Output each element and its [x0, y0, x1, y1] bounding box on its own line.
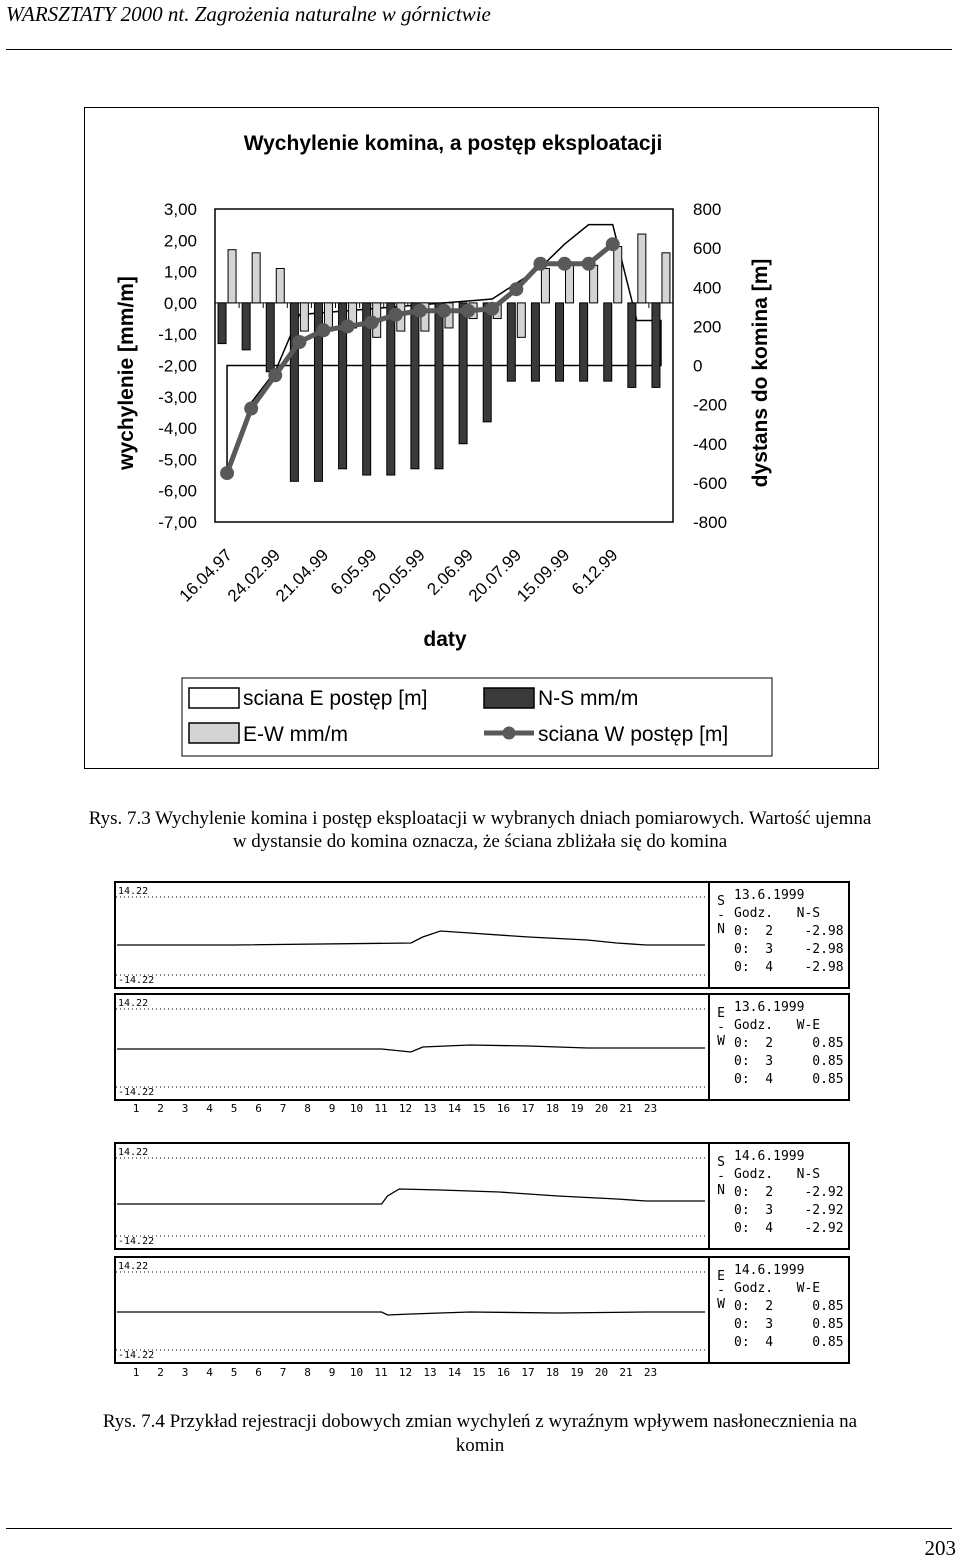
bar-ns — [435, 303, 443, 469]
recording-table-row: 0: 3 -2.92 — [734, 1203, 844, 1218]
recording-date: 13.6.1999 — [734, 888, 805, 903]
point-sciana-w — [341, 319, 355, 333]
hour-tick-label: 13 — [423, 1102, 437, 1115]
caption-fig-7-3-line-1: Rys. 7.3 Wychylenie komina i postęp eksploatacji w wybranych dniach pomiarowych. Wartość ujemna — [88, 808, 872, 829]
figure-7-3-chart — [84, 107, 879, 769]
legend-swatch-sciana-e — [189, 688, 239, 708]
scale-top-label: 14.22 — [118, 886, 149, 897]
bar-ew — [517, 303, 525, 337]
bar-ns — [483, 303, 491, 422]
recording-trace-plot — [116, 1258, 706, 1362]
hour-axis-day-2 — [114, 1366, 699, 1382]
hour-tick-label: 5 — [230, 1366, 238, 1379]
hour-tick-label: 2 — [157, 1366, 164, 1379]
point-sciana-w — [268, 368, 282, 382]
point-sciana-w — [461, 304, 475, 318]
y-tick-left: -3,00 — [158, 387, 197, 407]
bar-ns — [387, 303, 395, 475]
legend-swatch-ns — [484, 688, 534, 708]
scale-top-label: 14.22 — [118, 1147, 149, 1158]
point-sciana-w — [582, 257, 596, 271]
recording-axis-label: S - N — [717, 894, 725, 937]
hour-tick-label: 21 — [619, 1102, 633, 1115]
hour-tick-label: 19 — [570, 1102, 584, 1115]
hour-tick-label: 6 — [255, 1366, 262, 1379]
point-sciana-w — [316, 323, 330, 337]
y-tick-left: -2,00 — [158, 356, 197, 376]
y-axis-label-left: wychylenie [mm/m] — [115, 276, 138, 470]
point-sciana-w — [292, 335, 306, 349]
bar-ns — [556, 303, 564, 381]
y-tick-right: -200 — [693, 395, 728, 415]
scale-bottom-label: -14.22 — [118, 975, 155, 986]
recording-table-row: 0: 4 0.85 — [734, 1072, 844, 1087]
x-tick-label: 20.05.99 — [368, 545, 429, 606]
recording-axis-label: S - N — [717, 1155, 725, 1198]
y-axis-label-right: dystans do komina [m] — [749, 258, 772, 488]
bar-ew — [276, 268, 284, 302]
legend-label-sciana-e: sciana E postęp [m] — [243, 687, 428, 710]
hour-tick-label: 13 — [423, 1366, 437, 1379]
bar-ns — [290, 303, 298, 481]
y-tick-left: 2,00 — [163, 231, 197, 251]
y-tick-left: -1,00 — [158, 325, 197, 345]
y-tick-right: -400 — [693, 434, 728, 454]
y-tick-right: 400 — [693, 278, 722, 298]
legend-swatch-ew — [189, 723, 239, 743]
recording-trace — [117, 1312, 705, 1315]
recording-panel-4 — [114, 1256, 850, 1364]
y-tick-left: 1,00 — [163, 262, 197, 282]
recording-trace-plot — [116, 1144, 706, 1248]
bar-ew — [566, 265, 574, 303]
hour-tick-label: 20 — [594, 1366, 609, 1379]
chart-title: Wychylenie komina, a postęp eksploatacji — [243, 132, 663, 155]
recording-date: 14.6.1999 — [734, 1149, 805, 1164]
recording-axis-label: E - W — [717, 1269, 725, 1312]
hour-tick-label: 9 — [328, 1102, 336, 1115]
hour-tick-label: 17 — [521, 1102, 535, 1115]
hour-tick-label: 5 — [230, 1102, 238, 1115]
y-tick-right: 0 — [693, 356, 703, 376]
y-tick-left: 3,00 — [163, 200, 197, 219]
bar-ns — [531, 303, 539, 381]
bar-ns — [604, 303, 612, 381]
point-sciana-w — [533, 257, 547, 271]
y-tick-left: -4,00 — [158, 419, 197, 439]
recording-table-header: Godz. W-E — [734, 1281, 821, 1296]
scale-top-label: 14.22 — [118, 1261, 149, 1272]
recording-table-row: 0: 4 -2.92 — [734, 1221, 844, 1236]
point-sciana-w — [244, 402, 258, 416]
point-sciana-w — [389, 308, 403, 322]
scale-bottom-label: -14.22 — [118, 1350, 155, 1361]
recording-trace — [117, 1045, 705, 1052]
y-tick-right: -800 — [693, 513, 728, 532]
hour-tick-label: 12 — [398, 1366, 413, 1379]
recording-trace-plot — [116, 995, 706, 1099]
recording-trace — [117, 931, 705, 945]
caption-fig-7-3-line-2: w dystansie do komina oznacza, że ściana zbliżała się do komina — [232, 831, 728, 852]
hour-tick-label: 17 — [521, 1366, 535, 1379]
hour-tick-label: 16 — [496, 1366, 511, 1379]
hour-tick-label: 18 — [545, 1366, 560, 1379]
point-sciana-w — [220, 466, 234, 480]
recording-trace-plot — [116, 883, 706, 987]
header-rule — [6, 49, 952, 50]
recording-info — [708, 1144, 850, 1248]
y-tick-right: 200 — [693, 317, 722, 337]
x-tick-label: 24.02.99 — [223, 545, 285, 606]
point-sciana-w — [485, 302, 499, 316]
y-tick-left: -6,00 — [158, 481, 197, 501]
y-tick-left: 0,00 — [163, 293, 197, 313]
recording-info — [708, 995, 850, 1099]
caption-fig-7-4-line-1: Rys. 7.4 Przykład rejestracji dobowych zmian wychyleń z wyraźnym wpływem nasłonecznienia na — [102, 1411, 858, 1432]
running-header: WARSZTATY 2000 nt. Zagrożenia naturalne w górnictwie — [6, 2, 491, 26]
hour-tick-label: 6 — [255, 1102, 262, 1115]
hour-tick-label: 9 — [328, 1366, 336, 1379]
recording-panel-3 — [114, 1142, 850, 1250]
chart-canvas — [85, 108, 878, 768]
bar-ew — [300, 303, 308, 331]
recording-table-row: 0: 3 0.85 — [734, 1054, 844, 1069]
recording-date: 14.6.1999 — [734, 1263, 805, 1278]
caption-fig-7-4-line-2: komin — [455, 1435, 505, 1456]
bar-ew — [614, 247, 622, 303]
legend-label-ew: E-W mm/m — [243, 723, 348, 746]
recording-trace — [117, 1189, 705, 1204]
recording-table-row: 0: 3 0.85 — [734, 1317, 844, 1332]
hour-tick-label: 18 — [545, 1102, 560, 1115]
scale-bottom-label: -14.22 — [118, 1236, 155, 1247]
point-sciana-w — [413, 304, 427, 318]
recording-panel-1 — [114, 881, 850, 989]
bar-ew — [590, 265, 598, 303]
hour-tick-label: 14 — [447, 1102, 462, 1115]
hour-tick-label: 1 — [132, 1102, 140, 1115]
hour-tick-label: 4 — [206, 1366, 213, 1379]
hour-tick-label: 19 — [570, 1366, 584, 1379]
hour-tick-label: 14 — [447, 1366, 462, 1379]
recording-table-header: Godz. N-S — [734, 906, 821, 921]
recording-table-row: 0: 2 -2.98 — [734, 924, 844, 939]
recording-axis-label: E - W — [717, 1006, 725, 1049]
scale-bottom-label: -14.22 — [118, 1087, 155, 1098]
x-tick-label: 20.07.99 — [464, 545, 526, 606]
y-tick-right: 800 — [693, 200, 722, 219]
bar-ns — [411, 303, 419, 469]
hour-tick-label: 15 — [472, 1102, 486, 1115]
bar-ns — [242, 303, 250, 350]
hour-tick-label: 8 — [304, 1366, 311, 1379]
y-tick-left: -7,00 — [158, 513, 197, 532]
recording-info — [708, 883, 850, 987]
point-sciana-w — [606, 237, 620, 251]
bar-ew — [638, 234, 646, 303]
hour-tick-label: 11 — [374, 1102, 388, 1115]
hour-tick-label: 15 — [472, 1366, 486, 1379]
bar-ns — [218, 303, 226, 344]
recording-table-row: 0: 2 0.85 — [734, 1299, 844, 1314]
legend — [182, 678, 772, 756]
recording-info — [708, 1258, 850, 1362]
hour-tick-label: 23 — [643, 1366, 658, 1379]
hour-tick-label: 4 — [206, 1102, 213, 1115]
recording-table-header: Godz. N-S — [734, 1167, 821, 1182]
hour-tick-label: 7 — [279, 1102, 287, 1115]
hour-tick-label: 2 — [157, 1102, 164, 1115]
hour-tick-label: 10 — [349, 1102, 364, 1115]
x-tick-label: 6.12.99 — [568, 545, 622, 599]
legend-label-sciana-w: sciana W postęp [m] — [538, 723, 729, 746]
x-tick-label: 15.09.99 — [513, 545, 574, 606]
page-number: 203 — [924, 1536, 956, 1560]
recording-table-row: 0: 4 0.85 — [734, 1335, 844, 1350]
bar-ns — [580, 303, 588, 381]
recording-panel-2 — [114, 993, 850, 1101]
recording-table-row: 0: 3 -2.98 — [734, 942, 844, 957]
x-tick-label: 21.04.99 — [272, 545, 333, 606]
hour-axis-day-1 — [114, 1102, 699, 1118]
x-tick-label: 16.04.97 — [175, 545, 236, 606]
y-tick-right: 600 — [693, 239, 722, 259]
point-sciana-w — [558, 257, 572, 271]
bar-ns — [652, 303, 660, 388]
legend-label-ns: N-S mm/m — [538, 687, 639, 710]
recording-table-row: 0: 2 -2.92 — [734, 1185, 844, 1200]
hour-tick-label: 20 — [594, 1102, 609, 1115]
hour-tick-label: 11 — [374, 1366, 388, 1379]
bar-ew — [228, 250, 236, 303]
recording-table-row: 0: 4 -2.98 — [734, 960, 844, 975]
point-sciana-w — [509, 282, 523, 296]
recording-table-header: Godz. W-E — [734, 1018, 821, 1033]
bar-ns — [628, 303, 636, 388]
y-tick-right: -600 — [693, 473, 728, 493]
hour-tick-label: 10 — [349, 1366, 364, 1379]
legend-marker-sciana-w — [503, 727, 516, 740]
footer-rule — [6, 1528, 952, 1529]
x-axis-label: daty — [423, 628, 467, 651]
point-sciana-w — [437, 304, 451, 318]
bar-ns — [507, 303, 515, 381]
hour-tick-label: 7 — [279, 1366, 287, 1379]
bar-ew — [252, 253, 260, 303]
hour-tick-label: 8 — [304, 1102, 311, 1115]
x-tick-label: 6.05.99 — [326, 545, 381, 599]
hour-tick-label: 3 — [181, 1366, 189, 1379]
bar-ns — [266, 303, 274, 372]
hour-tick-label: 16 — [496, 1102, 511, 1115]
hour-tick-label: 21 — [619, 1366, 633, 1379]
recording-table-row: 0: 2 0.85 — [734, 1036, 844, 1051]
hour-tick-label: 12 — [398, 1102, 413, 1115]
point-sciana-w — [365, 315, 379, 329]
recording-date: 13.6.1999 — [734, 1000, 805, 1015]
hour-tick-label: 3 — [181, 1102, 189, 1115]
hour-tick-label: 23 — [643, 1102, 658, 1115]
x-tick-label: 2.06.99 — [423, 545, 477, 599]
y-tick-left: -5,00 — [158, 450, 197, 470]
bar-ns — [459, 303, 467, 444]
bar-ew — [541, 268, 549, 302]
bar-ew — [662, 253, 670, 303]
scale-top-label: 14.22 — [118, 998, 149, 1009]
hour-tick-label: 1 — [132, 1366, 140, 1379]
